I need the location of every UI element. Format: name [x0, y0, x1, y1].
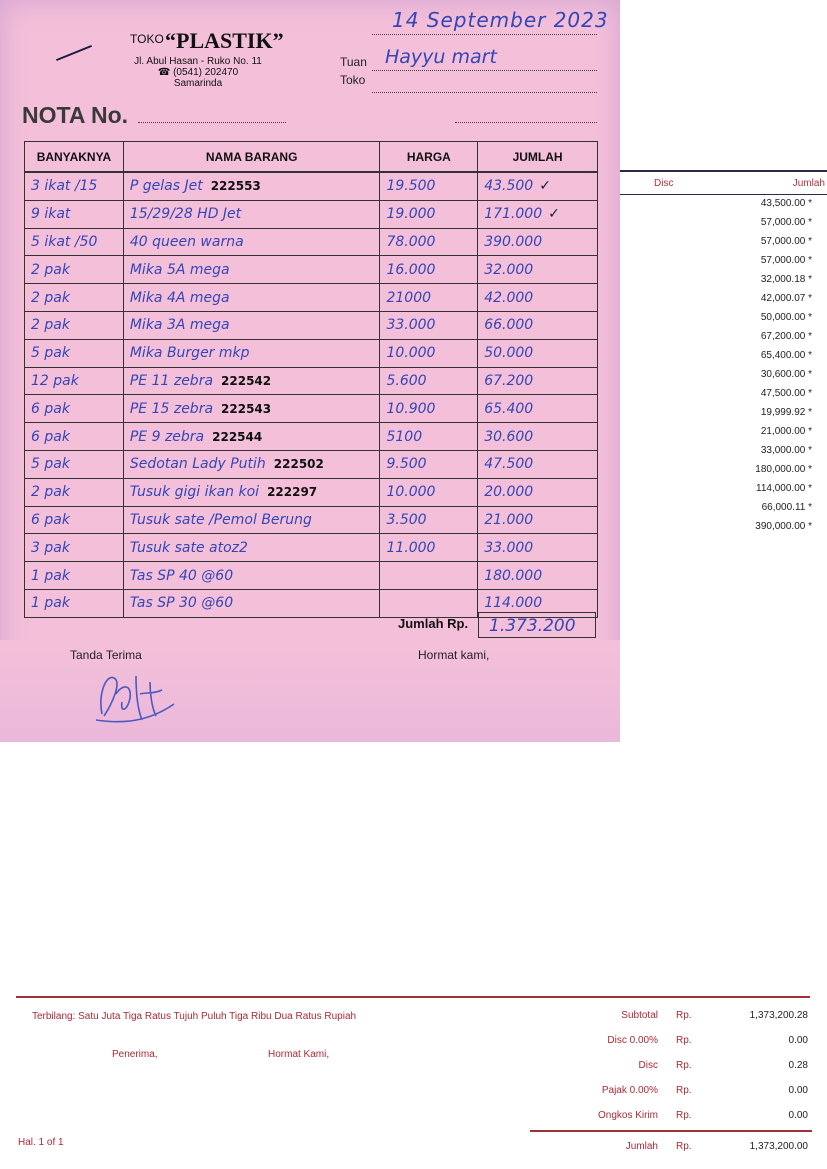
- item-price: 3.500: [386, 511, 427, 528]
- printed-value: 50,000.00 *: [760, 312, 812, 323]
- item-amount: 42.000: [484, 289, 534, 306]
- item-qty: 9 ikat: [31, 206, 71, 223]
- table-row: [25, 478, 598, 506]
- item-qty: 2 pak: [31, 289, 70, 306]
- item-code: 222543: [221, 401, 272, 416]
- item-qty: 5 ikat /50: [31, 233, 98, 250]
- summary-value: 0.00: [788, 1110, 808, 1121]
- printed-values-column: [700, 199, 812, 541]
- summary-value: 0.28: [788, 1060, 808, 1071]
- item-amount: 30.600: [484, 428, 534, 445]
- table-row: [25, 506, 598, 534]
- signature: [92, 664, 178, 726]
- printed-value: 42,000.07 *: [760, 293, 812, 304]
- table-row: [25, 228, 598, 256]
- item-name: P gelas Jet: [129, 178, 203, 195]
- currency-label: Rp.: [676, 1010, 692, 1021]
- printed-table-header: [620, 170, 827, 195]
- nota-number-label: NOTA No.: [22, 102, 129, 128]
- item-name: PE 15 zebra: [129, 400, 214, 417]
- item-amount: 390.000: [484, 233, 543, 250]
- summary-label: Pajak 0.00%: [601, 1085, 658, 1096]
- table-row: [25, 534, 598, 562]
- printed-value: 19,999.92 *: [760, 407, 812, 418]
- checkmark-icon: ✓: [548, 206, 560, 223]
- item-qty: 1 pak: [31, 567, 70, 584]
- table-row: [25, 395, 598, 423]
- toko-label: Toko: [340, 73, 366, 87]
- tuan-label: Tuan: [340, 55, 367, 69]
- table-row: [25, 284, 598, 312]
- item-price: 10.000: [386, 484, 436, 501]
- item-amount: 180.000: [484, 567, 543, 584]
- handwritten-nota: [0, 0, 620, 742]
- column-header: NAMA BARANG: [123, 142, 380, 173]
- address-line: Jl. Abul Hasan - Ruko No. 11: [134, 56, 262, 67]
- item-qty: 3 pak: [31, 539, 70, 556]
- currency-label: Rp.: [676, 1085, 692, 1096]
- shop-name: “PLASTIK”: [165, 28, 284, 53]
- item-name: Tas SP 30 @60: [129, 595, 234, 612]
- item-name: PE 11 zebra: [129, 372, 214, 389]
- item-name: PE 9 zebra: [129, 428, 205, 445]
- summary-value: 0.00: [788, 1035, 808, 1046]
- item-qty: 5 pak: [31, 345, 70, 362]
- printed-value: 57,000.00 *: [760, 255, 812, 266]
- item-price: 19.000: [386, 206, 436, 223]
- item-qty: 6 pak: [31, 428, 70, 445]
- printed-value: 33,000.00 *: [760, 445, 812, 456]
- column-header: BANYAKNYA: [25, 142, 124, 173]
- jumlah-header: Jumlah: [792, 178, 825, 189]
- total-label: Jumlah Rp.: [398, 616, 469, 631]
- item-price: 33.000: [386, 317, 436, 334]
- item-qty: 12 pak: [31, 372, 79, 389]
- printed-value: 43,500.00 *: [760, 198, 812, 209]
- item-price: 11.000: [386, 539, 436, 556]
- pen-mark: [56, 45, 92, 61]
- printed-value: 21,000.00 *: [760, 426, 812, 437]
- item-code: 222502: [273, 457, 324, 472]
- item-name: Mika 5A mega: [129, 261, 230, 278]
- total-value: 1.373.200: [478, 612, 596, 638]
- hormat-label: Hormat Kami,: [268, 1049, 330, 1060]
- table-row: [25, 200, 598, 228]
- item-qty: 2 pak: [31, 317, 70, 334]
- item-name: Tas SP 40 @60: [129, 567, 234, 584]
- shop-address: [128, 56, 268, 89]
- item-amount: 33.000: [484, 539, 534, 556]
- item-price: 9.500: [386, 456, 427, 473]
- currency-label: Rp.: [676, 1035, 692, 1046]
- printed-value: 57,000.00 *: [760, 236, 812, 247]
- item-amount: 65.400: [484, 400, 534, 417]
- table-row: [25, 172, 598, 200]
- summary-row: [530, 1085, 810, 1099]
- item-code: 222297: [267, 485, 318, 500]
- table-row: [25, 562, 598, 590]
- item-name: Sedotan Lady Putih: [129, 456, 266, 473]
- printed-value: 32,000.18 *: [760, 274, 812, 285]
- penerima-label: Penerima,: [112, 1049, 158, 1060]
- summary-label: Disc: [638, 1060, 658, 1071]
- item-name: Tusuk sate /Pemol Berung: [129, 511, 312, 528]
- item-amount: 67.200: [484, 372, 534, 389]
- currency-label: Rp.: [676, 1110, 692, 1121]
- printed-value: 65,400.00 *: [760, 350, 812, 361]
- hormat-kami-label: Hormat kami,: [418, 648, 490, 662]
- summary-value: 1,373,200.28: [749, 1010, 808, 1021]
- printed-value: 114,000.00 *: [756, 483, 812, 494]
- item-qty: 6 pak: [31, 511, 70, 528]
- printed-value: 67,200.00 *: [760, 331, 812, 342]
- currency-label: Rp.: [676, 1060, 692, 1071]
- summary-label: Ongkos Kirim: [597, 1110, 658, 1121]
- currency-label: Rp.: [676, 1141, 692, 1152]
- printed-value: 57,000.00 *: [760, 217, 812, 228]
- table-row: [25, 367, 598, 395]
- nota-date: 14 September 2023: [392, 8, 609, 32]
- item-price: 10.900: [386, 400, 436, 417]
- item-qty: 3 ikat /15: [31, 178, 98, 195]
- phone-line: ☎ (0541) 202470: [157, 67, 239, 78]
- city-line: Samarinda: [173, 78, 223, 89]
- table-row: [25, 339, 598, 367]
- item-price: 16.000: [386, 261, 436, 278]
- item-qty: 5 pak: [31, 456, 70, 473]
- summary-label: Subtotal: [621, 1010, 658, 1021]
- summary-label: Disc 0.00%: [607, 1035, 658, 1046]
- terbilang-text: Terbilang: Satu Juta Tiga Ratus Tujuh Puluh Tiga Ribu Dua Ratus Rupiah: [32, 1011, 357, 1022]
- printed-value: 47,500.00 *: [760, 388, 812, 399]
- item-qty: 2 pak: [31, 484, 70, 501]
- summary-row: [530, 1110, 810, 1124]
- item-price: 5.600: [386, 372, 427, 389]
- printed-value: 66,000.11 *: [761, 502, 812, 513]
- summary-row: [530, 1035, 810, 1049]
- column-header: JUMLAH: [478, 142, 598, 173]
- item-price: 10.000: [386, 345, 436, 362]
- item-amount: 114.000: [484, 595, 543, 612]
- item-amount: 47.500: [484, 456, 534, 473]
- item-amount: 171.000: [484, 206, 543, 223]
- item-name: Tusuk gigi ikan koi: [129, 484, 260, 501]
- item-price: 21000: [386, 289, 432, 306]
- table-row: [25, 256, 598, 284]
- tuan-value: Hayyu mart: [385, 46, 497, 68]
- item-name: Mika 3A mega: [129, 317, 230, 334]
- item-name: Mika 4A mega: [129, 289, 230, 306]
- item-qty: 2 pak: [31, 261, 70, 278]
- checkmark-icon: ✓: [539, 178, 551, 195]
- item-amount: 43.500: [484, 178, 534, 195]
- summary-value: 0.00: [788, 1085, 808, 1096]
- item-amount: 20.000: [484, 484, 534, 501]
- printed-value: 180,000.00 *: [755, 464, 812, 475]
- item-code: 222553: [210, 179, 261, 194]
- item-qty: 6 pak: [31, 400, 70, 417]
- item-name: 40 queen warna: [129, 233, 244, 250]
- item-amount: 32.000: [484, 261, 534, 278]
- grand-total-label: Jumlah: [625, 1141, 658, 1152]
- item-name: Tusuk sate atoz2: [129, 539, 248, 556]
- table-row: [25, 423, 598, 451]
- item-amount: 50.000: [484, 345, 534, 362]
- page-indicator: Hal. 1 of 1: [18, 1137, 64, 1148]
- summary-row: [530, 1060, 810, 1074]
- shop-prefix: TOKO: [130, 32, 164, 46]
- grand-total-value: 1,373,200.00: [749, 1141, 808, 1152]
- item-price: 78.000: [386, 233, 436, 250]
- items-table: [24, 141, 598, 618]
- item-amount: 66.000: [484, 317, 534, 334]
- tanda-terima-label: Tanda Terima: [70, 648, 142, 662]
- summary-row: [530, 1010, 810, 1024]
- item-price: 5100: [386, 428, 423, 445]
- item-name: Mika Burger mkp: [129, 345, 250, 362]
- item-price: 19.500: [386, 178, 436, 195]
- item-code: 222542: [221, 373, 272, 388]
- column-header: HARGA: [380, 142, 478, 173]
- item-amount: 21.000: [484, 511, 534, 528]
- item-name: 15/29/28 HD Jet: [129, 206, 242, 223]
- printed-value: 30,600.00 *: [760, 369, 812, 380]
- table-row: [25, 450, 598, 478]
- grand-total-row: [530, 1141, 810, 1155]
- disc-header: Disc: [654, 178, 674, 189]
- item-qty: 1 pak: [31, 595, 70, 612]
- table-row: [25, 311, 598, 339]
- printed-value: 390,000.00 *: [755, 521, 812, 532]
- item-code: 222544: [212, 429, 263, 444]
